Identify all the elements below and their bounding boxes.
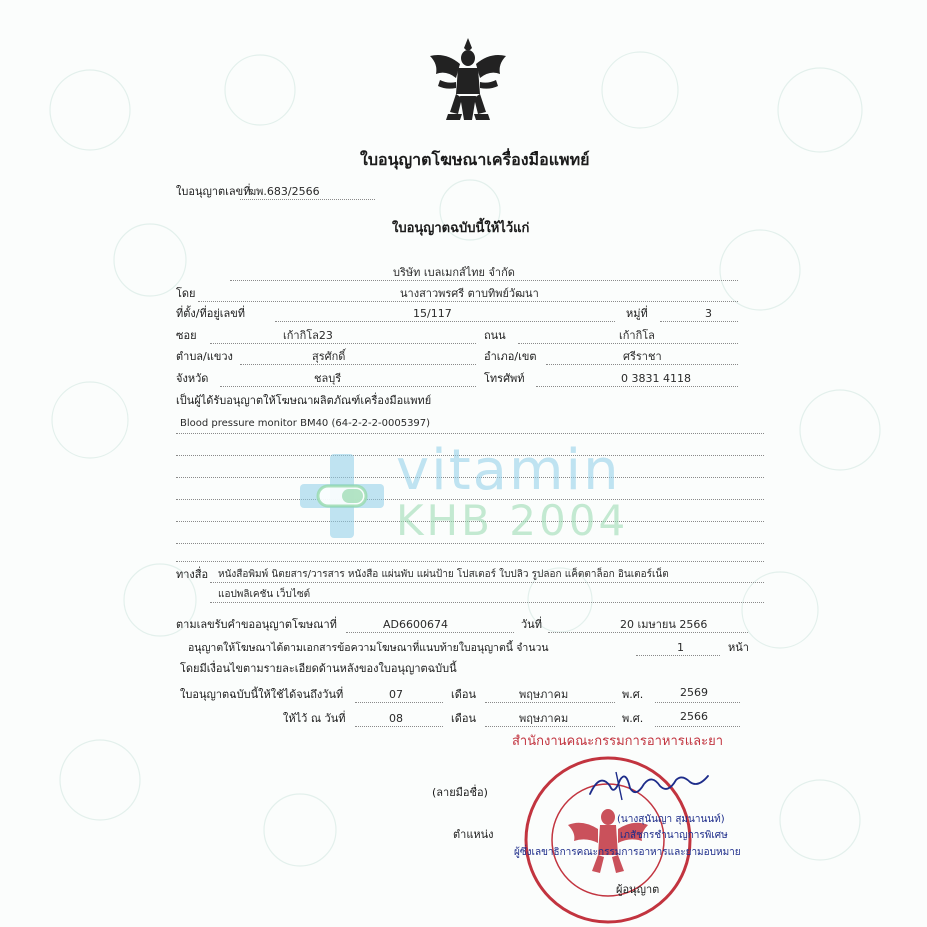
document-title: ใบอนุญาตโฆษณาเครื่องมือแพทย์ (360, 150, 590, 169)
signer-name: (นางสุนันญา สุมนานนท์) (617, 814, 725, 825)
company-name: บริษัท เบลเมกส์ไทย จำกัด (393, 266, 515, 279)
issued-month-label: เดือน (451, 712, 477, 725)
address-label: ที่ตั้ง/ที่อยู่เลขที่ (176, 307, 246, 320)
page-count: 1 (677, 641, 684, 654)
phone-line (536, 386, 738, 387)
granted-to-title: ใบอนุญาตฉบับนี้ให้ไว้แก่ (392, 221, 530, 236)
district-label: อำเภอ/เขต (484, 350, 537, 363)
by-label: โดย (176, 287, 196, 300)
valid-year-label: พ.ศ. (622, 688, 644, 701)
media-line-2: แอปพลิเคชัน เว็บไซต์ (218, 589, 311, 600)
license-number-label: ใบอนุญาตเลขที่ (176, 185, 251, 198)
request-date-line (548, 632, 748, 633)
district-line (546, 364, 738, 365)
district-value: ศรีราชา (623, 350, 662, 363)
subdistrict-line (240, 364, 476, 365)
road-line (518, 343, 738, 344)
page-unit: หน้า (728, 641, 749, 654)
valid-day: 07 (389, 688, 403, 701)
by-line (198, 301, 738, 302)
valid-month-label: เดือน (451, 688, 477, 701)
handwritten-signature (586, 766, 716, 806)
phone-label: โทรศัพท์ (484, 372, 525, 385)
position-label: ตำแหน่ง (453, 828, 494, 841)
request-number: AD6600674 (383, 618, 448, 631)
signature-label: (ลายมือชื่อ) (432, 786, 488, 799)
province-label: จังหวัด (176, 372, 209, 385)
signer-title: เภสัชกรชำนาญการพิเศษ (620, 830, 728, 841)
media-line-1: หนังสือพิมพ์ นิตยสาร/วารสาร หนังสือ แผ่นพับ แผ่นป้าย โปสเตอร์ ใบปลิว รูปลอก แค็ตตาล็อก อินเตอร์เน็ต (218, 569, 669, 580)
valid-month: พฤษภาคม (519, 688, 569, 701)
province-value: ชลบุรี (314, 372, 342, 385)
media-label: ทางสื่อ (176, 568, 209, 581)
company-line (230, 280, 738, 281)
issued-label: ให้ไว้ ณ วันที่ (283, 712, 346, 725)
province-line (220, 386, 476, 387)
request-date: 20 เมษายน 2566 (620, 618, 708, 631)
product-line-1 (176, 433, 764, 434)
valid-day-line (355, 702, 443, 703)
conditions-text: โดยมีเงื่อนไขตามรายละเอียดด้านหลังของใบอนุญาตฉบับนี้ (180, 662, 457, 675)
road-label: ถนน (484, 329, 506, 342)
license-number-line (240, 199, 375, 200)
soi-line (210, 343, 476, 344)
request-label: ตามเลขรับคำขออนุญาตโฆษณาที่ (176, 618, 337, 631)
media-underline-1 (210, 582, 764, 583)
issued-month-line (485, 726, 615, 727)
request-number-line (346, 632, 514, 633)
valid-year: 2569 (680, 686, 708, 699)
media-underline-2 (210, 602, 764, 603)
issued-day: 08 (389, 712, 403, 725)
stamp-text: สำนักงานคณะกรรมการอาหารและยา (512, 734, 724, 749)
address-line (275, 321, 615, 322)
signer-role: ผู้ซึ่งเลขาธิการคณะกรรมการอาหารและยามอบหมาย (514, 847, 741, 858)
address-number: 15/117 (413, 307, 452, 320)
moo-label: หมู่ที่ (626, 307, 648, 320)
product-name: Blood pressure monitor BM40 (64-2-2-2-0005397) (180, 418, 431, 429)
issued-day-line (355, 726, 443, 727)
issued-year-line (655, 726, 740, 727)
permit-text: อนุญาตให้โฆษณาได้ตามเอกสารข้อความโฆษณาที่แนบท้ายใบอนุญาตนี้ จำนวน (188, 642, 549, 654)
watermark-pill-logo (294, 448, 390, 544)
soi-value: เก้ากิโล23 (283, 329, 333, 342)
issued-year-label: พ.ศ. (622, 712, 644, 725)
licensor-label: ผู้อนุญาต (616, 883, 660, 896)
watermark-line-1: vitamin (396, 438, 621, 503)
issued-month: พฤษภาคม (519, 712, 569, 725)
product-intro: เป็นผู้ได้รับอนุญาตให้โฆษณาผลิตภัณฑ์เครื่องมือแพทย์ (176, 394, 432, 407)
valid-month-line (485, 702, 615, 703)
valid-until-label: ใบอนุญาตฉบับนี้ให้ใช้ได้จนถึงวันที่ (180, 688, 344, 701)
subdistrict-label: ตำบล/แขวง (176, 350, 233, 363)
watermark-line-2: KHB 2004 (396, 496, 629, 545)
page-count-line (636, 655, 720, 656)
valid-year-line (655, 702, 740, 703)
product-line-7 (176, 561, 764, 562)
moo-value: 3 (705, 307, 712, 320)
subdistrict-value: สุรศักดิ์ (312, 350, 346, 363)
soi-label: ซอย (176, 329, 197, 342)
by-name: นางสาวพรศรี ตาบทิพย์วัฒนา (400, 287, 539, 300)
road-value: เก้ากิโล (619, 329, 655, 342)
phone-value: 0 3831 4118 (621, 372, 691, 385)
request-date-label: วันที่ (521, 618, 542, 631)
issued-year: 2566 (680, 710, 708, 723)
license-number: ฆพ.683/2566 (248, 185, 320, 198)
moo-line (660, 321, 738, 322)
garuda-emblem (426, 34, 510, 130)
